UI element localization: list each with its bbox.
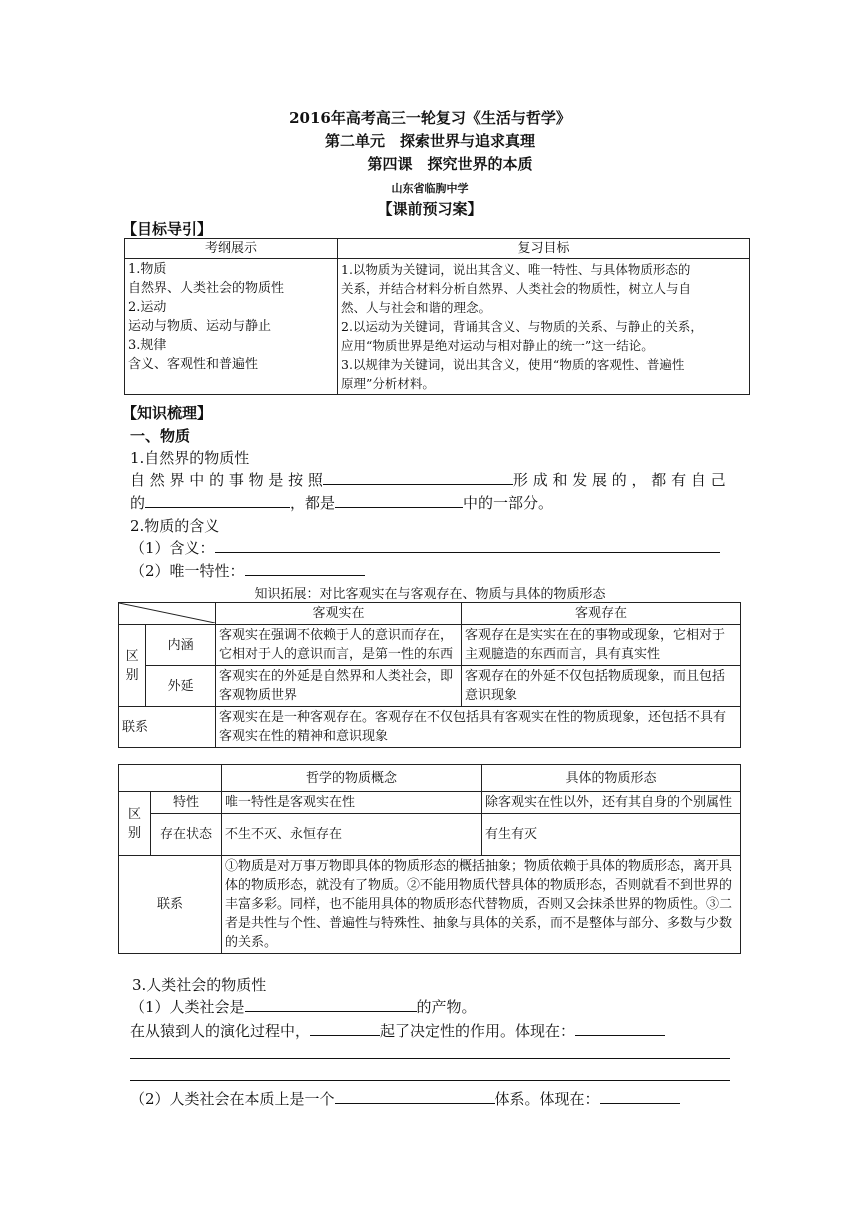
nature-line1 bbox=[130, 469, 730, 490]
outline-line: 自然界、人类社会的物质性 bbox=[128, 281, 285, 296]
fill-blank[interactable] bbox=[145, 493, 290, 508]
text: （2）唯一特性： bbox=[130, 562, 245, 580]
comparison-table-1 bbox=[118, 602, 741, 748]
extension-label: 外延 bbox=[146, 666, 216, 707]
fill-blank[interactable] bbox=[245, 997, 417, 1012]
link-text: ①物质是对万事万物即具体的物质形态的概括抽象；物质依赖于具体的物质形态，离开具体的物质形态，就没有了物质。②不能用物质代替具体的物质形态，否则就看不到世界的丰富多彩。同样，也不能用具体的物质形态代替物质，否则又会抹杀世界的物质性。③二者是共性与个性、普遍性与特殊性、抽象与具体的关系，而不是整体与部分、多数与少数的关系。 bbox=[222, 856, 741, 954]
diagonal-line bbox=[119, 603, 215, 623]
doc-title: 2016年高考高三一轮复习《生活与哲学》 bbox=[289, 109, 571, 127]
fill-blank[interactable] bbox=[310, 1021, 380, 1036]
outline-line: 运动与物质、运动与静止 bbox=[128, 319, 272, 334]
extension-title: 知识拓展：对比客观实在与客观存在、物质与具体的物质形态 bbox=[254, 587, 606, 602]
form-property: 除客观实在性以外，还有其自身的个别属性 bbox=[482, 792, 741, 814]
goals-col2-header: 复习目标 bbox=[338, 239, 750, 259]
goals-table bbox=[124, 238, 750, 395]
blank-header-cell bbox=[119, 765, 222, 792]
text: 起了决定性的作用。体现在： bbox=[380, 1022, 576, 1040]
reality-extension: 客观实在的外延是自然界和人类社会，即客观物质世界 bbox=[216, 666, 462, 707]
nature-line2 bbox=[130, 492, 553, 513]
outline-line: 3.规律 bbox=[128, 338, 167, 353]
diff-label: 区别 bbox=[119, 792, 151, 856]
fill-blank[interactable] bbox=[323, 470, 513, 485]
text: 的 bbox=[130, 494, 146, 512]
fill-blank[interactable] bbox=[215, 538, 720, 553]
comparison-table-2 bbox=[118, 764, 741, 954]
text: 中的一部分。 bbox=[463, 494, 554, 512]
text: 在从猿到人的演化过程中， bbox=[130, 1022, 311, 1040]
text: （1）含义： bbox=[130, 539, 215, 557]
form-state: 有生有灭 bbox=[482, 814, 741, 856]
matter-state: 不生不灭、永恒存在 bbox=[222, 814, 482, 856]
outline-line: 含义、客观性和普遍性 bbox=[128, 357, 259, 372]
fill-blank[interactable] bbox=[335, 493, 463, 508]
goal-line: 应用“物质世界是绝对运动与相对静止的统一”这一结论。 bbox=[341, 338, 654, 353]
goal-line: 1.以物质为关键词，说出其含义、唯一特性、与具体物质形态的 bbox=[341, 262, 691, 277]
answer-line[interactable] bbox=[130, 1058, 730, 1059]
school-name: 山东省临朐中学 bbox=[391, 182, 469, 195]
matter-meaning-title: 2.物质的含义 bbox=[130, 517, 220, 535]
exam-outline bbox=[125, 259, 338, 395]
matter-meaning-item1 bbox=[130, 537, 720, 558]
goal-line: 2.以运动为关键词，背诵其含义、与物质的关系、与静止的关系， bbox=[341, 319, 703, 334]
fill-blank[interactable] bbox=[575, 1021, 665, 1036]
link-label: 联系 bbox=[119, 856, 222, 954]
outline-line: 2.运动 bbox=[128, 300, 167, 315]
unit-title: 第二单元 探索世界与追求真理 bbox=[324, 132, 535, 150]
text: （1）人类社会是 bbox=[130, 998, 245, 1016]
matter-meaning-item2 bbox=[130, 560, 365, 581]
connotation-label: 内涵 bbox=[146, 625, 216, 666]
diff-label: 区别 bbox=[119, 625, 146, 707]
goal-line: 然、人与社会和谐的理念。 bbox=[341, 300, 492, 315]
text: 自 然 界 中 的 事 物 是 按 照 bbox=[130, 471, 323, 489]
goals-col1-header: 考纲展示 bbox=[125, 239, 338, 259]
lesson-title: 第四课 探究世界的本质 bbox=[367, 155, 533, 173]
society-title: 3.人类社会的物质性 bbox=[132, 976, 267, 994]
knowledge-heading: 【知识梳理】 bbox=[122, 404, 213, 422]
fill-blank[interactable] bbox=[245, 561, 365, 576]
existence-extension: 客观存在的外延不仅包括物质现象，而且包括意识现象 bbox=[462, 666, 741, 707]
state-label: 存在状态 bbox=[150, 814, 221, 856]
fill-blank[interactable] bbox=[335, 1089, 495, 1104]
section-title: 【课前预习案】 bbox=[377, 200, 483, 218]
text: （2）人类社会在本质上是一个 bbox=[130, 1090, 335, 1108]
text: 体系。体现在： bbox=[494, 1090, 600, 1108]
goal-line: 3.以规律为关键词，说出其含义，使用“物质的客观性、普遍性 bbox=[341, 357, 685, 372]
header-concrete-form: 具体的物质形态 bbox=[482, 765, 741, 792]
property-label: 特性 bbox=[150, 792, 221, 814]
fill-blank[interactable] bbox=[600, 1089, 680, 1104]
diagonal-cell bbox=[119, 603, 216, 625]
text: ，都是 bbox=[290, 494, 336, 512]
goal-line: 原理”分析材料。 bbox=[341, 376, 435, 391]
header-philosophy-matter: 哲学的物质概念 bbox=[222, 765, 482, 792]
matter-property: 唯一特性是客观实在性 bbox=[222, 792, 482, 814]
answer-line[interactable] bbox=[130, 1080, 730, 1081]
outline-line: 1.物质 bbox=[128, 262, 167, 277]
existence-connotation: 客观存在是实实在在的事物或现象，它相对于主观臆造的东西而言，具有真实性 bbox=[462, 625, 741, 666]
goals-heading: 【目标导引】 bbox=[122, 220, 213, 238]
nature-title: 1.自然界的物质性 bbox=[130, 449, 250, 467]
society-item2 bbox=[130, 1088, 680, 1109]
goal-line: 关系，并结合材料分析自然界、人类社会的物质性，树立人与自 bbox=[341, 281, 692, 296]
header-objective-existence: 客观存在 bbox=[462, 603, 741, 625]
text: 的产物。 bbox=[416, 998, 477, 1016]
link-text: 客观实在是一种客观存在。客观存在不仅包括具有客观实在性的物质现象，还包括不具有客观实在性的精神和意识现象 bbox=[216, 707, 741, 748]
part1-title: 一、物质 bbox=[130, 427, 191, 445]
society-line2 bbox=[130, 1020, 665, 1041]
link-label: 联系 bbox=[119, 707, 216, 748]
header-objective-reality: 客观实在 bbox=[216, 603, 462, 625]
text: 形 成 和 发 展 的 ， 都 有 自 己 bbox=[512, 471, 726, 489]
review-goals bbox=[338, 259, 750, 395]
reality-connotation: 客观实在强调不依赖于人的意识而存在，它相对于人的意识而言，是第一性的东西 bbox=[216, 625, 462, 666]
society-item1 bbox=[130, 996, 477, 1017]
